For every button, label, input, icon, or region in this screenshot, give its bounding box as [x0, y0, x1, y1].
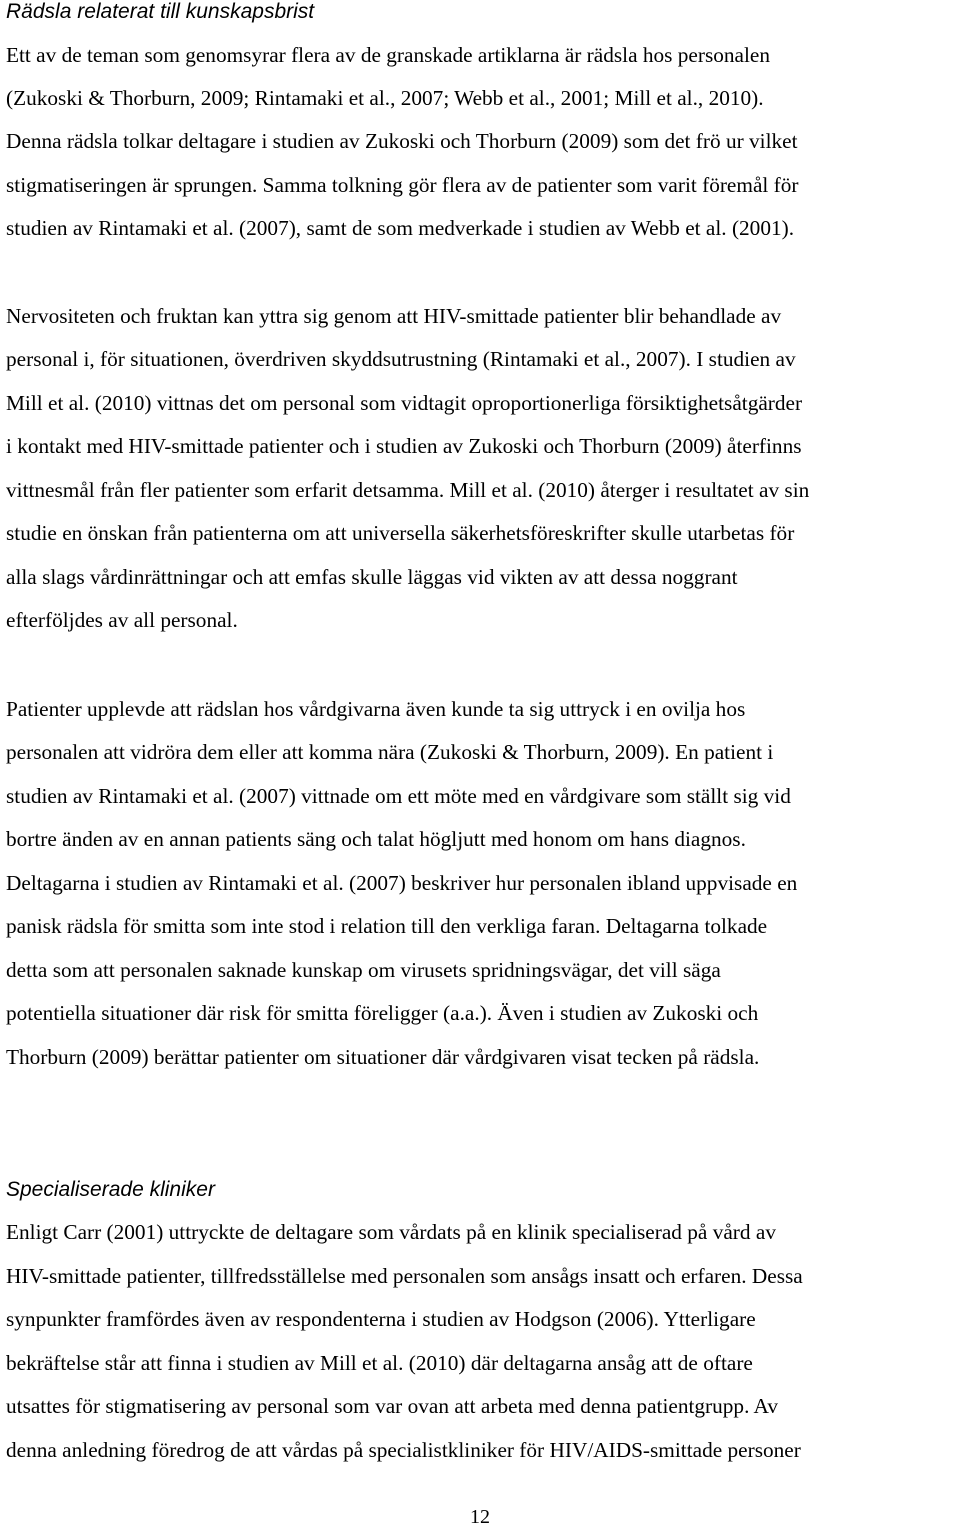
text-line: Mill et al. (2010) vittnas det om personal som vidtagit oproportionerliga försiktighetsåtgärder: [6, 391, 803, 415]
text-line: Nervositeten och fruktan kan yttra sig genom att HIV-smittade patienter blir behandlade av: [6, 304, 782, 328]
text-line: bortre änden av en annan patients säng och talat högljutt med honom om hans diagnos.: [6, 827, 746, 851]
text-line: personal i, för situationen, överdriven skyddsutrustning (Rintamaki et al., 2007). I studien av: [6, 347, 796, 371]
text-line: stigmatiseringen är sprungen. Samma tolkning gör flera av de patienter som varit föremål för: [6, 173, 799, 197]
text-line: HIV-smittade patienter, tillfredsställelse med personalen som ansågs insatt och erfaren. Dessa: [6, 1264, 803, 1288]
text-line: studien av Rintamaki et al. (2007) vittnade om ett möte med en vårdgivare som ställt sig vid: [6, 784, 791, 808]
text-line: (Zukoski & Thorburn, 2009; Rintamaki et al., 2007; Webb et al., 2001; Mill et al., 2010).: [6, 86, 764, 110]
text-line: studien av Rintamaki et al. (2007), samt de som medverkade i studien av Webb et al. (2001).: [6, 216, 795, 240]
text-line: Deltagarna i studien av Rintamaki et al. (2007) beskriver hur personalen ibland uppvisade en: [6, 871, 798, 895]
text-line: Ett av de teman som genomsyrar flera av de granskade artiklarna är rädsla hos personalen: [6, 43, 771, 67]
text-line: efterföljdes av all personal.: [6, 608, 238, 632]
text-line: panisk rädsla för smitta som inte stod i relation till den verkliga faran. Deltagarna tolkade: [6, 914, 768, 938]
text-line: potentiella situationer där risk för smitta föreligger (a.a.). Även i studien av Zukoski och: [6, 1001, 759, 1025]
text-line: detta som att personalen saknade kunskap om virusets spridningsvägar, det vill säga: [6, 958, 721, 982]
text-line: bekräftelse står att finna i studien av Mill et al. (2010) där deltagarna ansåg att de oftare: [6, 1351, 753, 1375]
text-line: denna anledning föredrog de att vårdas på specialistkliniker för HIV/AIDS-smittade personer: [6, 1438, 801, 1462]
text-line: synpunkter framfördes även av respondenterna i studien av Hodgson (2006). Ytterligare: [6, 1307, 756, 1331]
page-number: 12: [470, 1506, 490, 1528]
text-line: i kontakt med HIV-smittade patienter och i studien av Zukoski och Thorburn (2009) återfinns: [6, 434, 802, 458]
text-line: vittnesmål från fler patienter som erfarit detsamma. Mill et al. (2010) återger i resultatet av sin: [6, 478, 810, 502]
text-line: studie en önskan från patienterna om att universella säkerhetsföreskrifter skulle utarbetas för: [6, 521, 795, 545]
section-heading-specialized-clinics: Specialiserade kliniker: [6, 1178, 215, 1201]
text-line: Denna rädsla tolkar deltagare i studien av Zukoski och Thorburn (2009) som det frö ur vilket: [6, 129, 798, 153]
text-line: Enligt Carr (2001) uttryckte de deltagare som vårdats på en klinik specialiserad på vård av: [6, 1220, 776, 1244]
section-heading-fear: Rädsla relaterat till kunskapsbrist: [6, 0, 315, 23]
text-line: utsattes för stigmatisering av personal som var ovan att arbeta med denna patientgrupp. Av: [6, 1394, 778, 1418]
text-line: Patienter upplevde att rädslan hos vårdgivarna även kunde ta sig uttryck i en ovilja hos: [6, 697, 746, 721]
text-line: alla slags vårdinrättningar och att emfas skulle läggas vid vikten av att dessa noggrant: [6, 565, 738, 589]
text-line: Thorburn (2009) berättar patienter om situationer där vårdgivaren visat tecken på rädsla.: [6, 1045, 760, 1069]
text-line: personalen att vidröra dem eller att komma nära (Zukoski & Thorburn, 2009). En patient i: [6, 740, 774, 764]
